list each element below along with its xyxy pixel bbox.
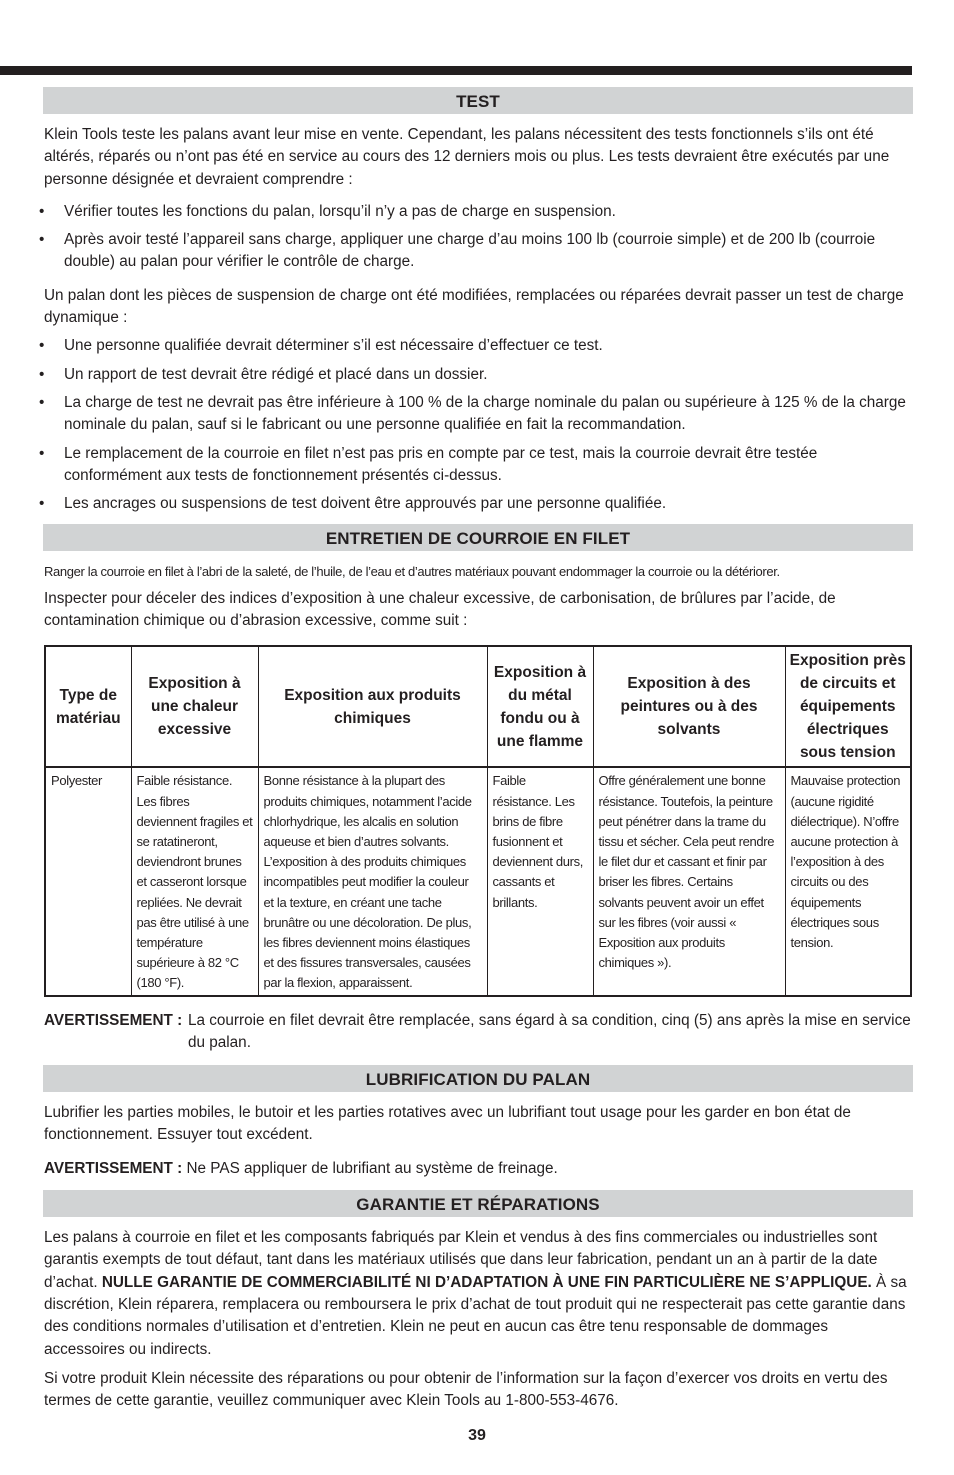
list-item: • Une personne qualifiée devrait déterminer s’il est nécessaire d’effectuer ce test. xyxy=(43,335,913,357)
warning-text: La courroie en filet devrait être remplacée, sans égard à sa condition, cinq (5) ans après la mise en service du palan. xyxy=(188,1011,911,1051)
table-cell: Polyester xyxy=(45,767,131,995)
table-row xyxy=(45,767,911,995)
entretien-para-2: Inspecter pour déceler des indices d’exposition à une chaleur excessive, de carbonisation, de brûlures par l’acide, de contamination chimique ou d’abrasion excessive, comme suit : xyxy=(44,589,836,630)
table-cell: Faible résistance. Les brins de fibre fusionnent et deviennent durs, cassants et brillants. xyxy=(487,767,593,995)
warning-label: AVERTISSEMENT : xyxy=(44,1159,183,1177)
column-header: Exposition à des peintures ou à des solvants xyxy=(593,646,785,767)
section-heading-test: TEST xyxy=(43,87,913,114)
column-header: Type de matériau xyxy=(45,646,131,767)
list-item: • Vérifier toutes les fonctions du palan, lorsqu’il n’y a pas de charge en suspension. xyxy=(43,201,913,223)
table-cell: Faible résistance. Les fibres deviennent fragiles et se ratatineront, deviendront brunes et casseront lorsque repliées. Ne devrait pas être utilisé à une température supérieure à 82 °C (180 °F). xyxy=(131,767,258,995)
lubrification-para: Lubrifier les parties mobiles, le butoir et les parties rotatives avec un lubrifiant tout usage pour les garder en bon état de fonctionnement. Essuyer tout excédent. xyxy=(44,1104,851,1144)
material-exposure-table xyxy=(44,645,912,996)
lubrification-warning xyxy=(43,1158,913,1180)
column-header: Exposition à du métal fondu ou à une flamme xyxy=(487,646,593,767)
test-bullet-list-1 xyxy=(43,201,913,274)
list-item: • La charge de test ne devrait pas être inférieure à 100 % de la charge nominale du palan ou supérieure à 125 % de la charge nominale du palan, sauf si le fabricant ou une personne qualifiée en fait la recommandation. xyxy=(43,392,913,437)
page-number: 39 xyxy=(468,1427,486,1444)
table-header-row xyxy=(45,646,911,767)
warning-text: Ne PAS appliquer de lubrifiant au système de freinage. xyxy=(186,1159,558,1177)
strap-warning xyxy=(43,1010,913,1055)
list-item: • Le remplacement de la courroie en filet n’est pas pris en compte par ce test, mais la courroie devrait être testée conformément aux tests de fonctionnement présentés ci-dessus. xyxy=(43,443,913,488)
list-item: • Un rapport de test devrait être rédigé et placé dans un dossier. xyxy=(43,364,913,386)
garantie-para-1 xyxy=(43,1227,913,1361)
test-para-2: Un palan dont les pièces de suspension de charge ont été modifiées, remplacées ou réparées devrait passer un test de charge dynamique : xyxy=(44,286,904,327)
column-header: Exposition à une chaleur excessive xyxy=(131,646,258,767)
list-item: • Après avoir testé l’appareil sans charge, appliquer une charge d’au moins 100 lb (courroie simple) et de 200 lb (courroie double) au palan pour vérifier le contrôle de charge. xyxy=(43,229,913,274)
table-cell: Bonne résistance à la plupart des produits chimiques, notamment l’acide chlorhydrique, les alcalis en solution aqueuse et bien d’autres solvants. L’exposition à des produits chimiques incompatibles peut modifier la couleur et la texture, en créant une tache brunâtre ou une décoloration. De plus, les fibres deviennent moins élastiques et des fissures transversales, causées par la flexion, apparaissent. xyxy=(258,767,487,995)
entretien-para-1: Ranger la courroie en filet à l’abri de la saleté, de l’huile, de l’eau et d’autres matériaux pouvant endommager la courroie ou la détériorer. xyxy=(44,564,780,580)
garantie-text-a: Les palans à courroie en filet et les composants fabriqués par Klein et vendus à des fins commerciales ou industrielles sont garantis exempts de tout défaut, tant dans les matériaux utilisés que dans leur fabrication, pendant un an à partir de la date d’achat. xyxy=(44,1229,878,1291)
table-cell: Mauvaise protection (aucune rigidité diélectrique). N’offre aucune protection à l’exposition à des circuits ou des équipements électriques sous tension. xyxy=(785,767,911,995)
section-heading-garantie: GARANTIE ET RÉPARATIONS xyxy=(43,1190,913,1217)
column-header: Exposition près de circuits et équipements électriques sous tension xyxy=(785,646,911,767)
warning-label: AVERTISSEMENT : xyxy=(44,1011,183,1029)
section-heading-lubrification: LUBRIFICATION DU PALAN xyxy=(43,1065,913,1092)
column-header: Exposition aux produits chimiques xyxy=(258,646,487,767)
section-heading-entretien: ENTRETIEN DE COURROIE EN FILET xyxy=(43,524,913,551)
test-intro: Klein Tools teste les palans avant leur mise en vente. Cependant, les palans nécessitent des tests fonctionnels s’ils ont été altérés, réparés ou n’ont pas été en service au cours des 12 derniers mois ou plus. Les tests devraient être exécutés par une personne désignée et devraient comprendre : xyxy=(44,126,890,188)
garantie-text-b: À sa discrétion, Klein réparera, remplacera ou remboursera le prix d’achat de tout produit qui ne respecterait pas cette garantie dans des conditions normales d’utilisation et d’entretien. Klein ne peut en aucun cas être tenu responsable de dommages accessoires ou indirects. xyxy=(44,1273,907,1358)
top-rule xyxy=(0,66,912,75)
table-cell: Offre généralement une bonne résistance. Toutefois, la peinture peut pénétrer dans la trame du tissu et sécher. Cela peut rendre le filet dur et cassant et finir par briser les fibres. Certains solvants peuvent avoir un effet sur les fibres (voir aussi « Exposition aux produits chimiques »). xyxy=(593,767,785,995)
garantie-para-2: Si votre produit Klein nécessite des réparations ou pour obtenir de l’information sur la façon d’exercer vos droits en vertu des termes de cette garantie, veuillez communiquer avec Klein Tools au 1-800-553-4676. xyxy=(44,1369,888,1410)
page-content xyxy=(43,87,913,1412)
list-item: • Les ancrages ou suspensions de test doivent être approuvés par une personne qualifiée. xyxy=(43,493,913,515)
test-bullet-list-2 xyxy=(43,335,913,515)
garantie-disclaimer: NULLE GARANTIE DE COMMERCIABILITÉ NI D’ADAPTATION À UNE FIN PARTICULIÈRE NE S’APPLIQUE. xyxy=(101,1273,872,1291)
